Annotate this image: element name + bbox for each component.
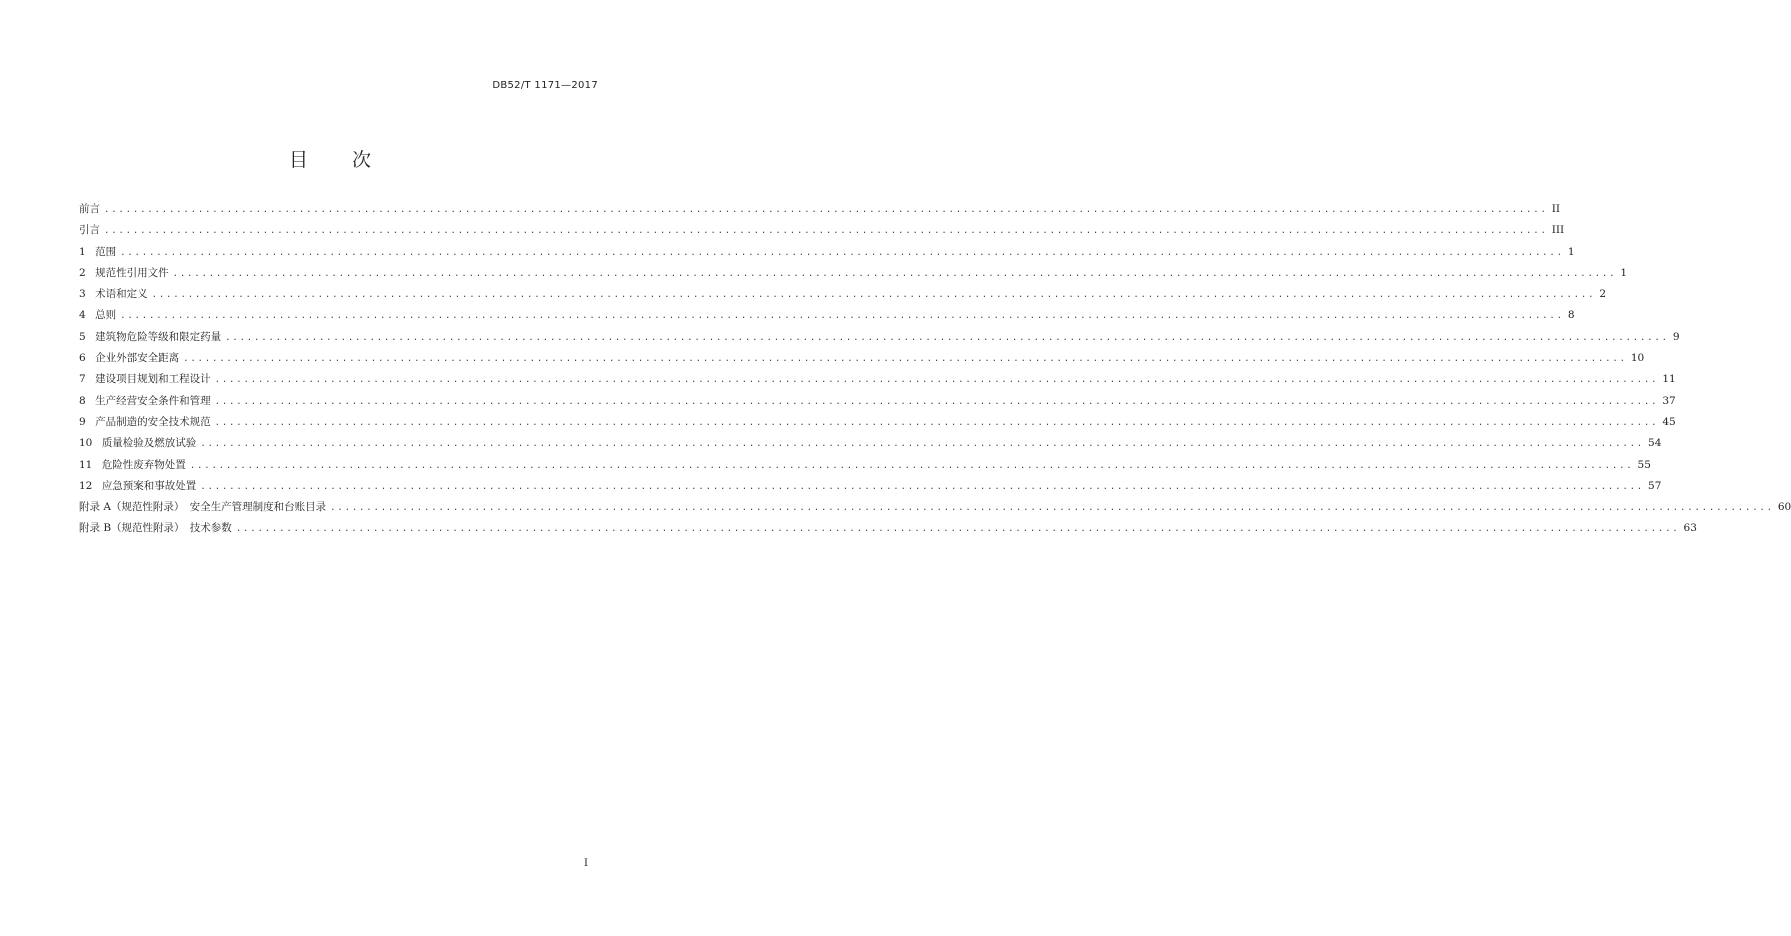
toc-entry-number: 3 (79, 288, 86, 301)
toc-entry[interactable] (79, 414, 1676, 435)
toc-entry[interactable] (79, 393, 1676, 414)
page-title: 目 次 (288, 149, 373, 171)
toc-entry-page: 1 (1620, 266, 1628, 279)
toc-leader-dots: ........................................................................................................................................................................................................ (214, 396, 1659, 407)
toc-entry-page: 11 (1662, 373, 1676, 386)
toc-entry-number: 2 (79, 266, 86, 279)
toc-entry-label: 质量检验及燃放试验 (101, 437, 197, 450)
document-code: DB52/T 1171—2017 (492, 80, 598, 91)
table-of-contents (79, 201, 1791, 542)
toc-entry-label: 引言 (79, 224, 100, 237)
toc-entry[interactable] (79, 307, 1575, 328)
toc-entry-label: 术语和定义 (95, 288, 148, 301)
toc-entry[interactable] (79, 350, 1645, 371)
toc-leader-dots: ........................................................................................................................................................................................................ (120, 311, 1564, 322)
toc-entry-label: 总则 (95, 309, 117, 322)
toc-entry-label: 范围 (95, 245, 117, 258)
toc-entry-page: II (1551, 203, 1560, 215)
toc-leader-dots: ........................................................................................................................................................................................................ (172, 268, 1617, 279)
toc-entry-page: 2 (1599, 288, 1607, 301)
toc-leader-dots: ........................................................................................................................................................................................................ (200, 481, 1645, 492)
toc-leader-dots: ........................................................................................................................................................................................................ (235, 524, 1680, 535)
toc-entry-number: 5 (79, 330, 86, 343)
toc-entry-page: 8 (1567, 309, 1575, 322)
toc-entry-page: 63 (1683, 522, 1697, 535)
page-number: I (584, 858, 588, 869)
toc-leader-dots: ........................................................................................................................................................................................................ (200, 439, 1645, 450)
toc-entry[interactable] (79, 478, 1662, 499)
toc-entry[interactable] (79, 222, 1565, 243)
toc-entry-number: 6 (79, 352, 86, 365)
toc-entry-label: 生产经营安全条件和管理 (95, 394, 211, 407)
toc-entry-label: 建设项目规划和工程设计 (95, 373, 211, 386)
toc-entry-label: 附录 A（规范性附录） 安全生产管理制度和台账目录 (79, 501, 327, 514)
toc-leader-dots: ........................................................................................................................................................................................................ (214, 417, 1659, 428)
toc-entry-page: 55 (1637, 458, 1651, 471)
toc-entry[interactable] (79, 371, 1676, 392)
toc-leader-dots: ........................................................................................................................................................................................................ (104, 226, 1548, 237)
toc-entry-label: 企业外部安全距离 (95, 352, 180, 365)
toc-entry[interactable] (79, 244, 1575, 265)
toc-leader-dots: ........................................................................................................................................................................................................ (189, 460, 1634, 471)
toc-entry-number: 10 (79, 437, 93, 450)
toc-entry-label: 前言 (79, 203, 100, 215)
toc-leader-dots: ........................................................................................................................................................................................................ (330, 503, 1774, 514)
toc-entry-number: 4 (79, 309, 86, 322)
toc-entry-number: 7 (79, 373, 86, 386)
toc-leader-dots: ........................................................................................................................................................................................................ (151, 290, 1596, 301)
toc-entry[interactable] (79, 457, 1651, 478)
toc-entry-page: 9 (1672, 330, 1680, 343)
toc-entry-page: 45 (1662, 415, 1676, 428)
toc-entry-page: 54 (1648, 437, 1662, 450)
toc-entry[interactable] (79, 435, 1662, 456)
toc-entry-label: 附录 B（规范性附录） 技术参数 (79, 522, 232, 535)
toc-leader-dots: ........................................................................................................................................................................................................ (214, 375, 1659, 386)
toc-leader-dots: ........................................................................................................................................................................................................ (183, 354, 1627, 365)
toc-entry-page: 10 (1630, 352, 1645, 365)
toc-entry-page: III (1551, 224, 1565, 237)
toc-entry-number: 8 (79, 394, 86, 407)
toc-entry[interactable] (79, 265, 1628, 286)
toc-entry-page: 60 (1777, 501, 1791, 514)
toc-entry-number: 9 (79, 415, 86, 428)
toc-entry[interactable] (79, 201, 1560, 222)
toc-entry-label: 危险性废弃物处置 (101, 458, 186, 471)
toc-entry-number: 12 (79, 479, 93, 492)
toc-entry-label: 规范性引用文件 (95, 266, 169, 279)
toc-entry-label: 建筑物危险等级和限定药量 (95, 330, 222, 343)
toc-entry[interactable] (79, 329, 1680, 350)
toc-entry-page: 57 (1648, 479, 1662, 492)
toc-leader-dots: ........................................................................................................................................................................................................ (225, 332, 1669, 343)
toc-leader-dots: ........................................................................................................................................................................................................ (120, 247, 1564, 258)
toc-entry-page: 37 (1662, 394, 1676, 407)
toc-entry-page: 1 (1567, 245, 1575, 258)
toc-entry[interactable] (79, 499, 1791, 520)
toc-entry[interactable] (79, 520, 1697, 541)
toc-entry-label: 产品制造的安全技术规范 (95, 415, 211, 428)
toc-entry-number: 11 (79, 458, 93, 471)
toc-entry-label: 应急预案和事故处置 (101, 479, 197, 492)
toc-entry[interactable] (79, 286, 1607, 307)
toc-leader-dots: ........................................................................................................................................................................................................ (104, 205, 1548, 215)
toc-entry-number: 1 (79, 245, 86, 258)
